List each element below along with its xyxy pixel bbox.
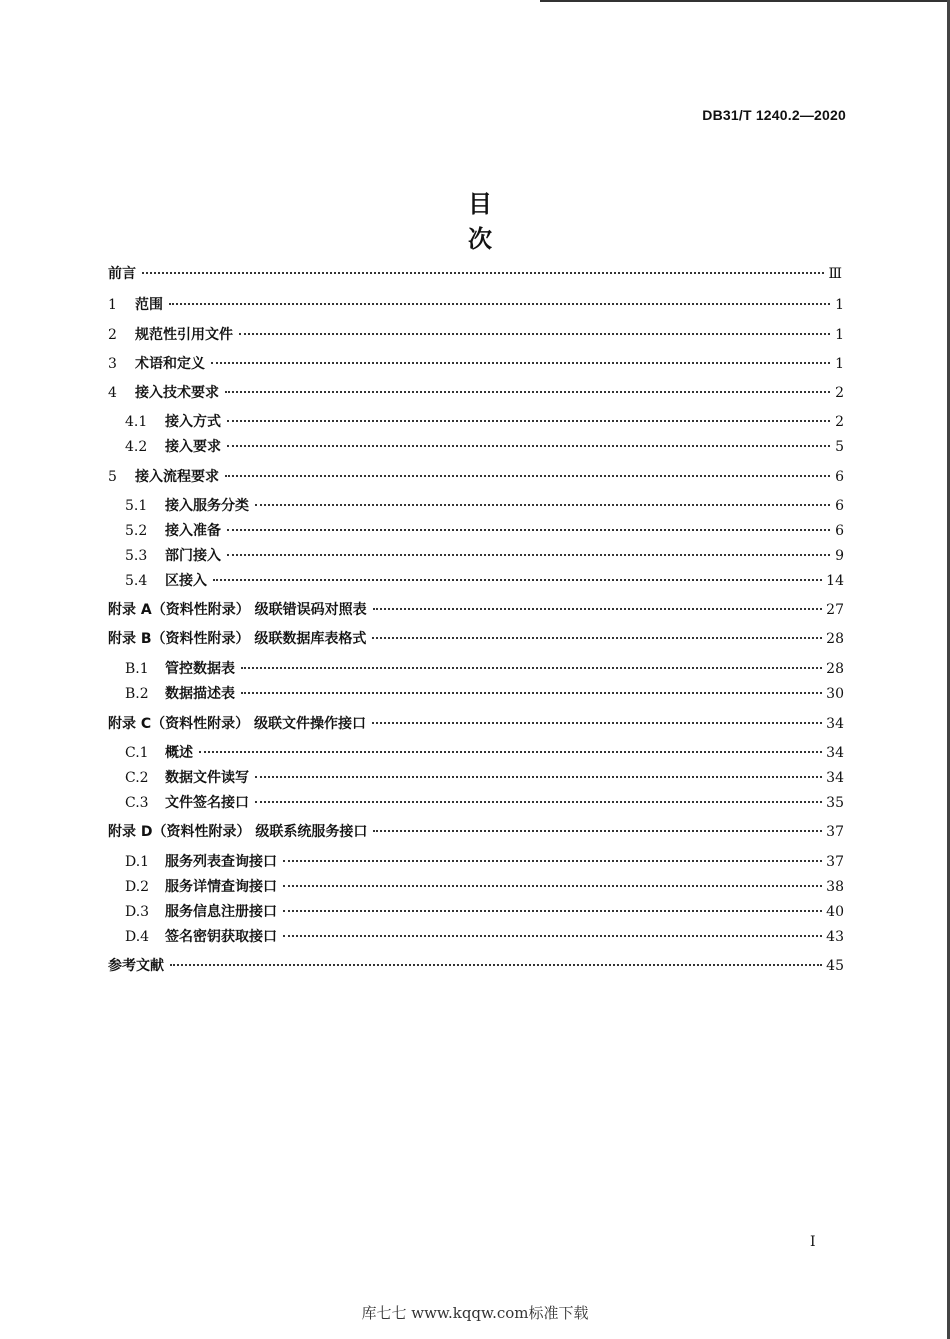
toc-leader-dots (283, 860, 822, 862)
toc-entry-title: 术语和定义 (135, 356, 205, 372)
toc-leader-dots (170, 964, 822, 966)
toc-entry-title: 规范性引用文件 (135, 327, 233, 343)
toc-entry-label (125, 495, 249, 517)
toc-entry[interactable] (108, 713, 844, 735)
toc-entry-page: 34 (826, 716, 844, 732)
toc-entry-page: 6 (835, 498, 844, 514)
toc-leader-dots (225, 391, 830, 393)
toc-entry-title: 部门接入 (165, 548, 221, 564)
toc-entry-label (108, 382, 219, 404)
toc-leader-dots (255, 504, 830, 506)
toc-entry[interactable] (108, 294, 844, 316)
toc-entry-label (125, 570, 207, 592)
toc-entry-page: 43 (826, 929, 844, 945)
toc-entry-title: 文件签名接口 (165, 795, 249, 811)
toc-entry-number: D.4 (125, 929, 150, 945)
toc-entry-page: 27 (826, 602, 844, 618)
toc-entry-title: 接入方式 (165, 414, 221, 430)
toc-entry-number: D.2 (125, 879, 150, 895)
toc-entry-title: 附录 D（资料性附录） 级联系统服务接口 (108, 824, 368, 840)
toc-entry[interactable] (108, 466, 844, 488)
toc-entry-label (125, 545, 221, 567)
toc-entry-title: 服务列表查询接口 (165, 854, 277, 870)
toc-entry-page: 28 (826, 631, 844, 647)
toc-entry-number: 5.1 (125, 498, 148, 514)
toc-entry[interactable] (125, 742, 844, 764)
toc-entry-label (125, 742, 193, 764)
toc-entry-title: 接入流程要求 (135, 469, 219, 485)
toc-entry-title: 接入准备 (165, 523, 221, 539)
toc-entry-label (125, 851, 277, 873)
toc-leader-dots (372, 722, 822, 724)
toc-entry-label (108, 955, 164, 977)
toc-leader-dots (142, 272, 824, 274)
toc-entry-page: Ⅲ (828, 266, 842, 282)
toc-leader-dots (225, 475, 830, 477)
toc-entry[interactable] (108, 382, 844, 404)
toc-entry-page: 6 (835, 523, 844, 539)
toc-leader-dots (373, 608, 823, 610)
toc-entry-page: 38 (826, 879, 844, 895)
toc-entry-title: 接入要求 (165, 439, 221, 455)
toc-entry-page: 5 (835, 439, 844, 455)
toc-entry-page: 37 (826, 854, 844, 870)
toc-entry[interactable] (125, 495, 844, 517)
toc-entry-title: 数据描述表 (165, 686, 235, 702)
toc-entry-label (125, 901, 277, 923)
toc-entry-title: 附录 C（资料性附录） 级联文件操作接口 (108, 716, 367, 732)
toc-entry-title: 区接入 (165, 573, 207, 589)
toc-entry-title: 附录 A（资料性附录） 级联错误码对照表 (108, 602, 367, 618)
toc-leader-dots (169, 303, 830, 305)
toc-entry[interactable] (125, 767, 844, 789)
toc-entry[interactable] (125, 545, 844, 567)
toc-entry[interactable] (125, 851, 844, 873)
toc-entry[interactable] (125, 683, 844, 705)
page-number: I (810, 1234, 816, 1250)
toc-entry-page: 9 (835, 548, 844, 564)
toc-entry[interactable] (125, 520, 844, 542)
toc-entry-label (125, 876, 277, 898)
toc-entry[interactable] (125, 876, 844, 898)
toc-entry[interactable] (108, 353, 844, 375)
toc-entry-title: 服务详情查询接口 (165, 879, 277, 895)
toc-entry-page: 28 (826, 661, 844, 677)
toc-entry-number: C.2 (125, 770, 149, 786)
toc-entry-label (108, 821, 367, 843)
toc-entry-number: 3 (108, 356, 117, 372)
toc-entry-page: 37 (826, 824, 844, 840)
standard-code: DB31/T 1240.2—2020 (702, 107, 846, 123)
toc-leader-dots (255, 776, 822, 778)
toc-entry-number: 5.4 (125, 573, 148, 589)
toc-entry-label (108, 599, 367, 621)
toc-leader-dots (227, 420, 830, 422)
toc-entry-label (125, 792, 249, 814)
toc-entry-title: 前言 (108, 266, 136, 282)
toc-leader-dots (199, 751, 822, 753)
toc-entry-label (108, 713, 366, 735)
toc-entry-number: B.1 (125, 661, 149, 677)
toc-entry-label (125, 767, 249, 789)
footer-watermark: 库七七 www.kqqw.com标准下载 (361, 1304, 589, 1322)
toc-entry-number: D.3 (125, 904, 150, 920)
toc-leader-dots (372, 637, 822, 639)
toc-entry-page: 1 (835, 356, 844, 372)
toc-entry[interactable] (125, 658, 844, 680)
toc-leader-dots (239, 333, 830, 335)
toc-entry-number: 4.1 (125, 414, 148, 430)
toc-leader-dots (211, 362, 830, 364)
toc-entry-page: 6 (835, 469, 844, 485)
toc-leader-dots (283, 910, 822, 912)
toc-entry-number: 5.2 (125, 523, 148, 539)
toc-leader-dots (255, 801, 822, 803)
toc-entry-number: D.1 (125, 854, 150, 870)
toc-entry-page: 40 (826, 904, 844, 920)
toc-entry-title: 接入技术要求 (135, 385, 219, 401)
toc-entry-label (125, 411, 221, 433)
toc-leader-dots (213, 579, 822, 581)
scan-top-line (540, 0, 950, 2)
toc-leader-dots (283, 885, 822, 887)
toc-entry-label (108, 294, 163, 316)
toc-leader-dots (227, 445, 830, 447)
toc-entry-number: 5 (108, 469, 117, 485)
toc-leader-dots (227, 529, 830, 531)
toc-entry-title: 参考文献 (108, 958, 164, 974)
toc-entry-label (125, 436, 221, 458)
toc-entry-label (125, 683, 235, 705)
toc-entry-page: 1 (835, 327, 844, 343)
toc-entry-label (125, 926, 277, 948)
toc-entry-number: 4 (108, 385, 117, 401)
toc-entry[interactable] (125, 792, 844, 814)
toc-entry[interactable] (125, 570, 844, 592)
toc-entry-title: 附录 B（资料性附录） 级联数据库表格式 (108, 631, 367, 647)
toc-entry-label (108, 324, 233, 346)
toc-entry[interactable] (125, 411, 844, 433)
toc-leader-dots (227, 554, 830, 556)
toc-entry[interactable] (125, 436, 844, 458)
toc-entry[interactable] (108, 955, 844, 977)
toc-entry-label (108, 353, 205, 375)
toc-entry-page: 2 (835, 385, 844, 401)
toc-entry-number: B.2 (125, 686, 149, 702)
toc-entry-label (108, 263, 136, 285)
toc-entry-label (125, 520, 221, 542)
toc-entry-title: 数据文件读写 (165, 770, 249, 786)
toc-entry-number: C.3 (125, 795, 149, 811)
toc-entry-label (108, 628, 366, 650)
toc-entry-title: 范围 (135, 297, 163, 313)
toc-entry-page: 34 (826, 745, 844, 761)
toc-entry[interactable] (108, 263, 842, 285)
toc-entry-page: 1 (835, 297, 844, 313)
toc-entry-number: 4.2 (125, 439, 148, 455)
toc-entry[interactable] (108, 628, 844, 650)
toc-entry-title: 签名密钥获取接口 (165, 929, 277, 945)
toc-entry[interactable] (125, 901, 844, 923)
toc-entry[interactable] (108, 599, 844, 621)
toc-entry-page: 45 (826, 958, 844, 974)
toc-entry[interactable] (108, 324, 844, 346)
page-title: 目 次 (468, 190, 532, 253)
toc-leader-dots (283, 935, 822, 937)
toc-leader-dots (373, 830, 822, 832)
toc-entry-title: 管控数据表 (165, 661, 235, 677)
toc-entry-page: 14 (826, 573, 844, 589)
toc-entry-label (108, 466, 219, 488)
toc-entry-page: 2 (835, 414, 844, 430)
toc-entry-title: 概述 (165, 745, 193, 761)
toc-leader-dots (241, 667, 822, 669)
toc-entry-number: C.1 (125, 745, 149, 761)
toc-entry-title: 接入服务分类 (165, 498, 249, 514)
toc-entry-number: 5.3 (125, 548, 148, 564)
toc-entry-page: 34 (826, 770, 844, 786)
toc-entry[interactable] (108, 821, 844, 843)
toc-entry-page: 35 (826, 795, 844, 811)
toc-entry-title: 服务信息注册接口 (165, 904, 277, 920)
toc-entry-label (125, 658, 235, 680)
toc-entry-page: 30 (826, 686, 844, 702)
toc-entry-number: 2 (108, 327, 117, 343)
toc-entry[interactable] (125, 926, 844, 948)
toc-leader-dots (241, 692, 822, 694)
toc-entry-number: 1 (108, 297, 117, 313)
